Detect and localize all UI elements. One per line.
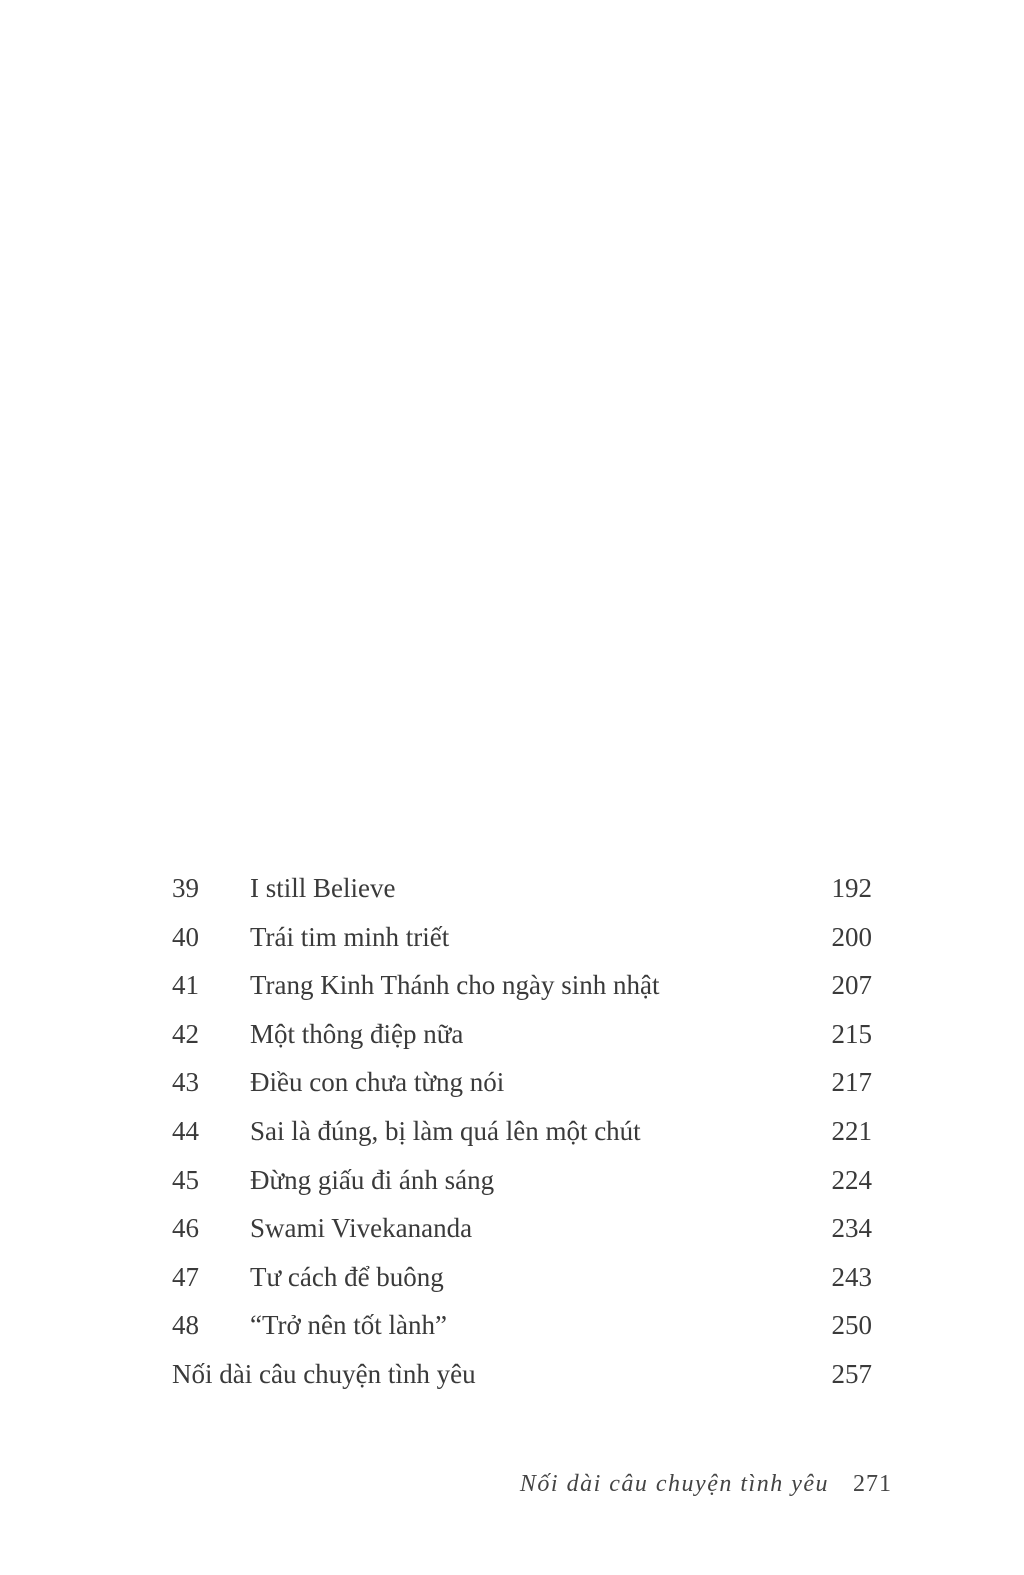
- toc-entry: [172, 864, 872, 913]
- chapter-page-number: 221: [831, 1115, 872, 1146]
- chapter-page-number: 257: [831, 1358, 872, 1389]
- chapter-page-number: 243: [831, 1261, 872, 1292]
- chapter-number: 48: [172, 1310, 199, 1341]
- toc-entry: [172, 961, 872, 1010]
- chapter-number: 41: [172, 970, 199, 1001]
- table-of-contents: [172, 864, 872, 1399]
- toc-entry: [172, 1301, 872, 1350]
- chapter-number: 44: [172, 1115, 199, 1146]
- chapter-page-number: 250: [831, 1310, 872, 1341]
- chapter-title: Đừng giấu đi ánh sáng: [250, 1164, 495, 1195]
- toc-entry: [172, 1107, 872, 1156]
- page-footer: [520, 1468, 892, 1500]
- toc-entry: [172, 913, 872, 962]
- toc-entry: [172, 1350, 872, 1399]
- chapter-page-number: 217: [831, 1067, 872, 1098]
- chapter-number: 43: [172, 1067, 199, 1098]
- chapter-title: Trang Kinh Thánh cho ngày sinh nhật: [250, 970, 660, 1001]
- chapter-number: 39: [172, 873, 199, 903]
- chapter-number: 47: [172, 1261, 199, 1292]
- chapter-page-number: 200: [831, 921, 872, 952]
- toc-entry: [172, 1253, 872, 1302]
- chapter-number: 45: [172, 1164, 199, 1195]
- chapter-title: Nối dài câu chuyện tình yêu: [172, 1358, 476, 1389]
- chapter-number: 42: [172, 1018, 199, 1049]
- toc-entry: [172, 1058, 872, 1107]
- toc-entry: [172, 1204, 872, 1253]
- chapter-title: I still Believe: [250, 873, 396, 903]
- chapter-page-number: 224: [831, 1164, 872, 1195]
- chapter-number: 46: [172, 1213, 199, 1244]
- toc-entry: [172, 1010, 872, 1059]
- chapter-title: Tư cách để buông: [250, 1261, 444, 1292]
- folio-page-number: 271: [853, 1471, 892, 1497]
- chapter-number: 40: [172, 921, 199, 952]
- chapter-page-number: 207: [831, 970, 872, 1001]
- toc-entry: [172, 1156, 872, 1205]
- chapter-title: “Trở nên tốt lành”: [250, 1310, 448, 1341]
- chapter-title: Điều con chưa từng nói: [250, 1067, 505, 1098]
- chapter-title: Trái tim minh triết: [250, 921, 450, 952]
- chapter-title: Sai là đúng, bị làm quá lên một chút: [250, 1115, 641, 1146]
- chapter-page-number: 234: [831, 1213, 872, 1244]
- chapter-page-number: 192: [831, 873, 872, 903]
- chapter-title: Một thông điệp nữa: [250, 1018, 464, 1049]
- running-title: Nối dài câu chuyện tình yêu: [519, 1471, 829, 1497]
- chapter-title: Swami Vivekananda: [250, 1213, 473, 1244]
- chapter-page-number: 215: [831, 1018, 872, 1049]
